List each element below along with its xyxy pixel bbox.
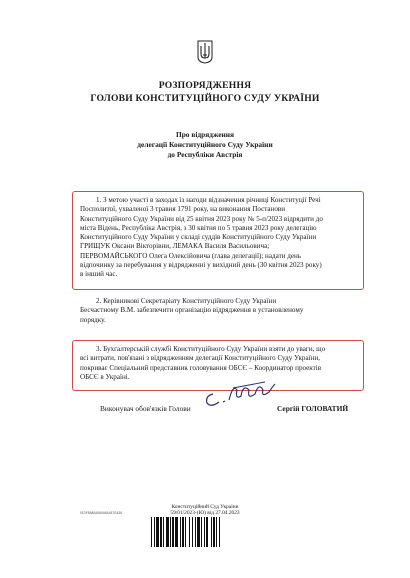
subject-line: Про відрядження — [175, 130, 235, 139]
paragraph-line: Бесчастному В.М. забезпечити організацію відрядження в установленому — [80, 306, 304, 315]
ukraine-trident-emblem-icon — [197, 40, 213, 64]
document-code: 5E3F8BA5A8A0A6A4E7EA36 — [80, 511, 123, 515]
handwritten-signature — [199, 372, 279, 412]
paragraph-line: Посполитої, ухваленої 3 травня 1791 року, на виконання Постанови — [80, 205, 286, 214]
order-title: РОЗПОРЯДЖЕННЯ — [158, 80, 252, 91]
paragraph-line: відпочинку за перебування у відрядженні у вихідний день (30 квітня 2023 року) — [80, 261, 322, 270]
paragraph-line: 2. Керівникові Секретаріату Конституційного Суду України — [96, 297, 277, 305]
paragraph-line: 3. Бухгалтерській службі Конституційного Суду України взяти до уваги, що — [96, 345, 326, 353]
paragraph-2 — [80, 297, 357, 325]
paragraph-line: міста Відень, Республіка Австрія, з 30 квітня по 5 травня 2023 року делегацію — [80, 223, 317, 232]
subject-line: делегації Конституційного Суду України — [137, 140, 273, 149]
paragraph-line: Конституційного Суду України у складі суддів Конституційного Суду України — [80, 233, 317, 242]
registration-number: 59/01/2023-(Ю) від 27.04.2023 — [170, 510, 240, 516]
paragraph-line: порядку. — [80, 315, 106, 324]
signatory-name: Сергій ГОЛОВАТИЙ — [277, 404, 349, 413]
paragraph-line: покриває Спеціальний представник головування ОБСЄ – Координатор проектів — [80, 363, 322, 372]
paragraph-line: Конституційного Суду України від 25 квітня 2023 року № 5-п/2023 відрядити до — [80, 214, 323, 223]
paragraph-line: всі витрати, пов'язані з відрядженням делегації Конституційного Суду України, — [80, 354, 320, 363]
barcode — [150, 517, 245, 547]
issuer-title: ГОЛОВИ КОНСТИТУЦІЙНОГО СУДУ УКРАЇНИ — [90, 93, 320, 104]
signatory-position: Виконувач обов'язків Голови — [100, 404, 191, 413]
paragraph-1 — [80, 196, 357, 280]
paragraph-line: в інший час. — [80, 270, 118, 279]
subject-line: до Республіки Австрія — [167, 150, 243, 159]
paragraph-line: 1. З метою участі в заходах із нагоди відзначення річниці Конституції Речі — [96, 196, 321, 204]
paragraph-line: ГРИЩУК Оксани Вікторівни, ЛЕМАКА Василя Васильовича; — [80, 242, 270, 251]
paragraph-line: ПЕРВОМАЙСЬКОГО Олега Олексійовича (глава делегації); надати день — [80, 251, 302, 260]
registration-org: Конституційний Суд України — [171, 504, 239, 510]
paragraph-line: ОБСЄ в Україні. — [80, 372, 130, 381]
